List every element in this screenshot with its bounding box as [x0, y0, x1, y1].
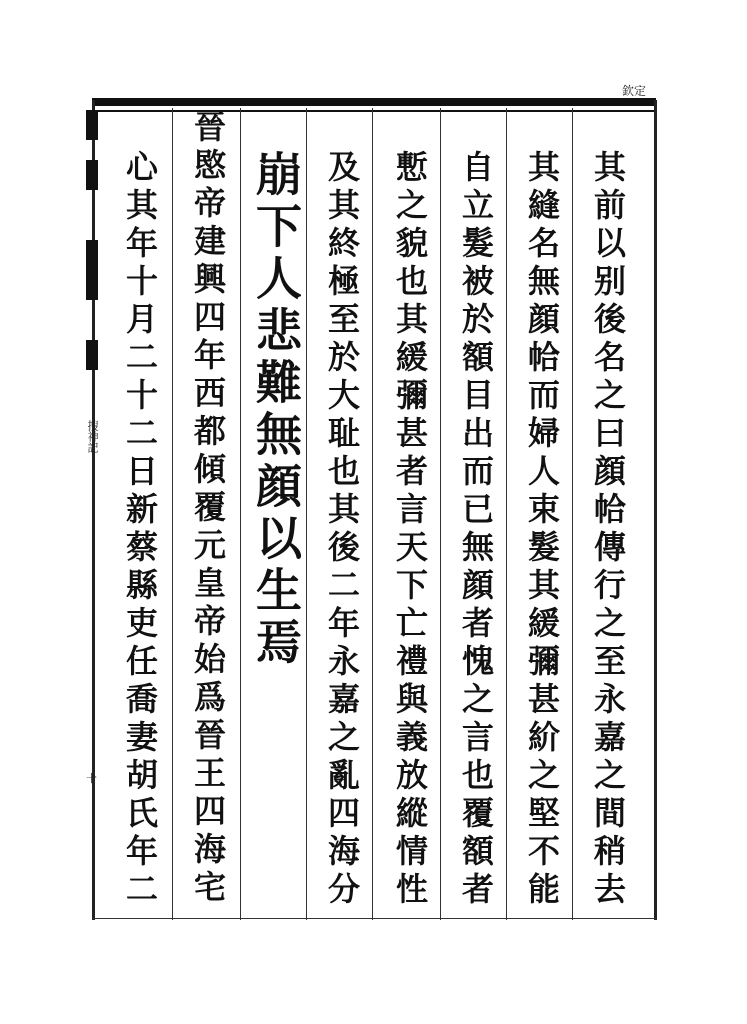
column-rule	[172, 108, 173, 920]
text-column-8: 心其年十月二十二日新蔡縣吏任喬妻胡氏年二	[121, 150, 159, 910]
column-rule	[306, 108, 307, 920]
spine-title: 搜神記	[86, 420, 99, 453]
column-rule	[506, 108, 507, 920]
text-column-2: 其縫名無顔帢而婦人束髮其緩彌甚紒之堅不能	[523, 150, 561, 910]
text-column-6: 崩下人悲難無顔以生焉	[249, 150, 303, 670]
spine-page-number: 十	[86, 772, 97, 785]
column-rule	[240, 108, 241, 920]
top-border-thick	[92, 98, 656, 106]
column-rule	[372, 108, 373, 920]
column-rule	[572, 108, 573, 920]
text-column-5: 及其終極至於大耻也其後二年永嘉之亂四海分	[323, 150, 361, 910]
text-column-3: 自立髮被於額目出而已無顔者愧之言也覆額者	[457, 150, 495, 910]
corner-mark: 欽定	[622, 84, 647, 98]
text-column-4: 慙之貌也其緩彌甚者言天下亡禮與義放縱情性	[391, 150, 429, 910]
book-spine	[84, 100, 98, 920]
column-rule	[440, 108, 441, 920]
text-column-1: 其前以别後名之曰顔帢傳行之至永嘉之間稍去	[589, 150, 627, 910]
right-frame-line	[654, 100, 657, 920]
text-column-7: 晉愍帝建興四年西都傾覆元皇帝始爲晉王四海宅	[189, 110, 227, 908]
